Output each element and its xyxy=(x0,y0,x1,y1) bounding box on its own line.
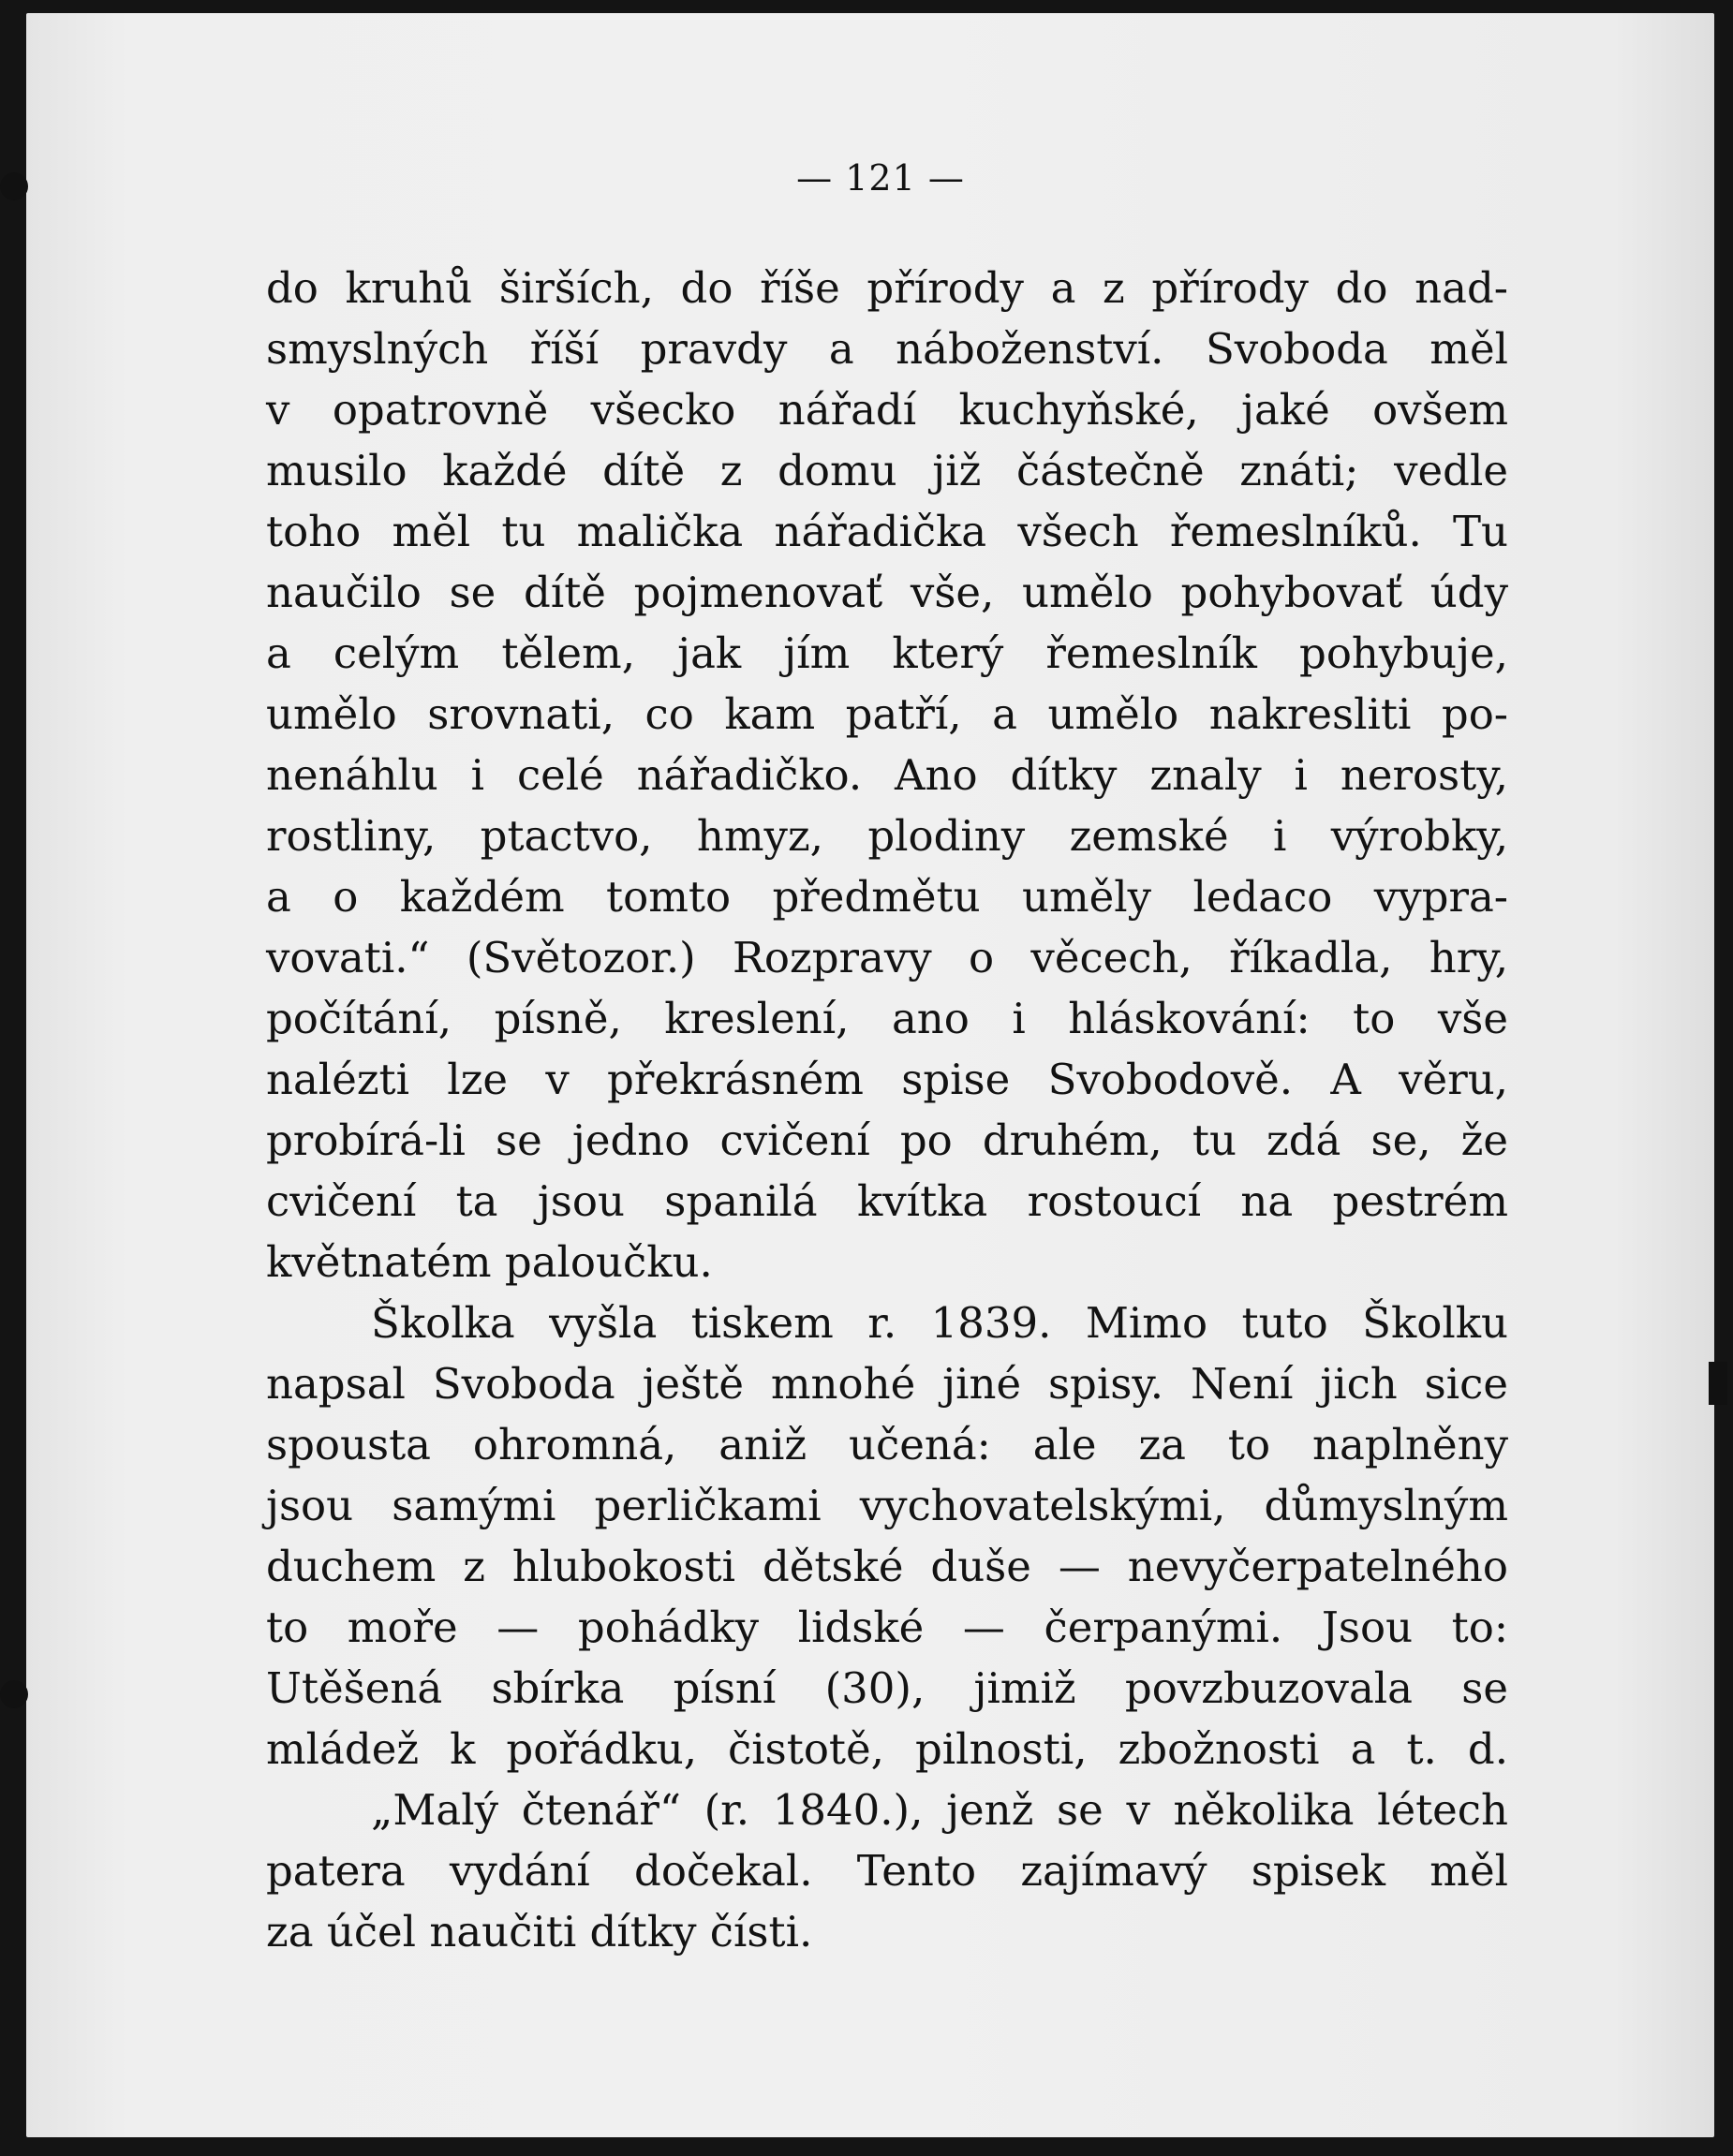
text-line: musilo každé dítě z domu již částečně znáti; vedle xyxy=(266,446,1508,495)
text-line: „Malý čtenář“ (r. 1840.), jenž se v několika létech xyxy=(371,1785,1508,1835)
text-line: a o každém tomto předmětu uměly ledaco vypra- xyxy=(266,872,1508,922)
binding-mark xyxy=(0,1680,28,1708)
text-line: v opatrovně všecko nářadí kuchyňské, jaké ovšem xyxy=(266,385,1508,435)
page-number: — 121 — xyxy=(796,157,965,199)
body-text xyxy=(266,258,1508,1962)
text-line: spousta ohromná, aniž učená: ale za to naplněny xyxy=(266,1420,1508,1469)
text-line: do kruhů širších, do říše přírody a z přírody do nad- xyxy=(266,263,1508,313)
text-line: vovati.“ (Světozor.) Rozpravy o věcech, říkadla, hry, xyxy=(266,933,1508,982)
text-line: smyslných říší pravdy a náboženství. Svoboda měl xyxy=(266,324,1508,374)
text-line: mládež k pořádku, čistotě, pilnosti, zbožnosti a t. d. xyxy=(266,1724,1508,1774)
text-line: toho měl tu malička nářadička všech řemeslníků. Tu xyxy=(266,507,1508,556)
text-line: probírá-li se jedno cvičení po druhém, tu zdá se, že xyxy=(266,1115,1508,1165)
text-line: nalézti lze v překrásném spise Svobodově. A věru, xyxy=(266,1055,1508,1104)
text-line: patera vydání dočekal. Tento zajímavý spisek měl xyxy=(266,1846,1508,1896)
binding-mark xyxy=(1709,1362,1727,1405)
text-line: jsou samými perličkami vychovatelskými, důmyslným xyxy=(266,1481,1508,1530)
text-line: to moře — pohádky lidské — čerpanými. Jsou to: xyxy=(266,1602,1508,1652)
text-line: za účel naučiti dítky čísti. xyxy=(266,1907,813,1957)
text-line: nenáhlu i celé nářadičko. Ano dítky znaly i nerosty, xyxy=(266,750,1508,800)
text-line: a celým tělem, jak jím který řemeslník pohybuje, xyxy=(266,628,1508,678)
text-line: napsal Svoboda ještě mnohé jiné spisy. Není jich sice xyxy=(266,1359,1508,1409)
text-line: Utěšená sbírka písní (30), jimiž povzbuzovala se xyxy=(266,1663,1508,1713)
text-line: Školka vyšla tiskem r. 1839. Mimo tuto Školku xyxy=(371,1298,1508,1348)
text-line: květnatém paloučku. xyxy=(266,1237,713,1287)
text-line: rostliny, ptactvo, hmyz, plodiny zemské i výrobky, xyxy=(266,811,1508,861)
text-line: umělo srovnati, co kam patří, a umělo nakresliti po- xyxy=(266,689,1508,739)
text-line: cvičení ta jsou spanilá kvítka rostoucí na pestrém xyxy=(266,1176,1508,1226)
text-line: počítání, písně, kreslení, ano i hláskování: to vše xyxy=(266,994,1508,1043)
text-line: duchem z hlubokosti dětské duše — nevyčerpatelného xyxy=(266,1542,1508,1591)
text-line: naučilo se dítě pojmenovať vše, umělo pohybovať údy xyxy=(266,568,1508,617)
